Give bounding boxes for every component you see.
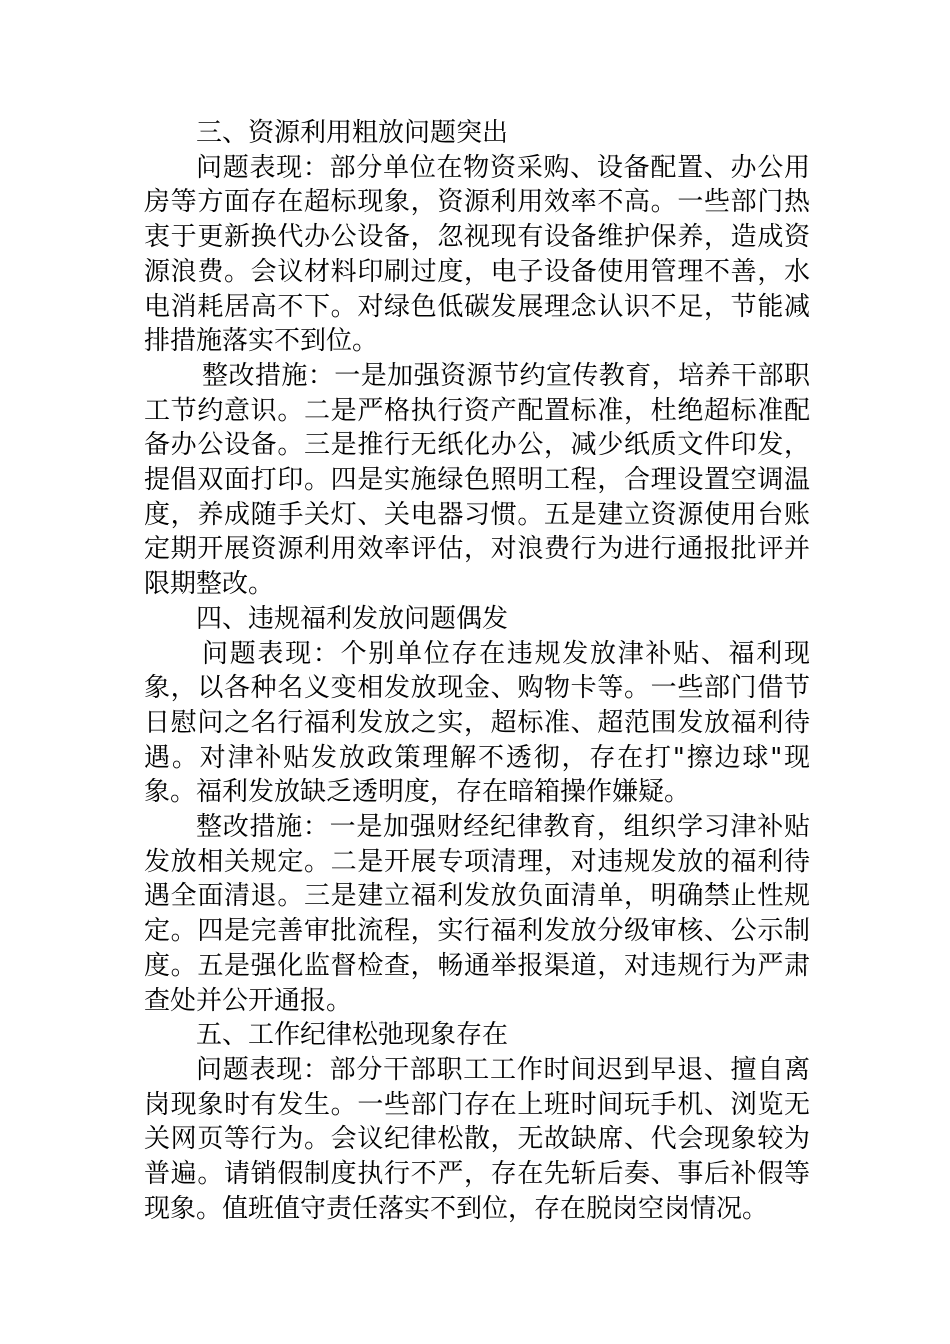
section-3-heading: 三、资源利用粗放问题突出 — [196, 118, 509, 148]
section-5-problem: 问题表现：部分干部职工工作时间迟到早退、擅自离岗现象时有发生。一些部门存在上班时间玩手机、浏览无关网页等行为。会议纪律松散，无故缺席、代会现象较为普遍。请销假制度执行不严，存在先斩后奏、事后补假等现象。值班值守责任落实不到位，存在脱岗空岗情况。 — [144, 1054, 810, 1224]
section-3-problem: 问题表现：部分单位在物资采购、设备配置、办公用房等方面存在超标现象，资源利用效率不高。一些部门热衷于更新换代办公设备，忽视现有设备维护保养，造成资源浪费。会议材料印刷过度，电子设备使用管理不善，水电消耗居高不下。对绿色低碳发展理念认识不足，节能减排措施落实不到位。 — [144, 152, 810, 357]
section-4-heading: 四、违规福利发放问题偶发 — [196, 603, 509, 634]
section-4-measures: 整改措施：一是加强财经纪律教育，组织学习津补贴发放相关规定。二是开展专项清理，对违规发放的福利待遇全面清退。三是建立福利发放负面清单，明确禁止性规定。四是完善审批流程，实行福利发放分级审核、公示制度。五是强化监督检查，畅通举报渠道，对违规行为严肃查处并公开通报。 — [144, 812, 810, 1016]
section-3-measures: 整改措施：一是加强资源节约宣传教育，培养干部职工节约意识。二是严格执行资产配置标准，杜绝超标准配备办公设备。三是推行无纸化办公，减少纸质文件印发，提倡双面打印。四是实施绿色照明工程，合理设置空调温度，养成随手关灯、关电器习惯。五是建立资源使用台账定期开展资源利用效率评估，对浪费行为进行通报批评并限期整改。 — [144, 360, 810, 600]
section-4-problem: 问题表现：个别单位存在违规发放津补贴、福利现象，以各种名义变相发放现金、购物卡等。一些部门借节日慰问之名行福利发放之实，超标准、超范围发放福利待遇。对津补贴发放政策理解不透彻，存在打"擦边球"现象。福利发放缺乏透明度，存在暗箱操作嫌疑。 — [144, 638, 810, 808]
section-5-heading: 五、工作纪律松弛现象存在 — [196, 1020, 509, 1051]
